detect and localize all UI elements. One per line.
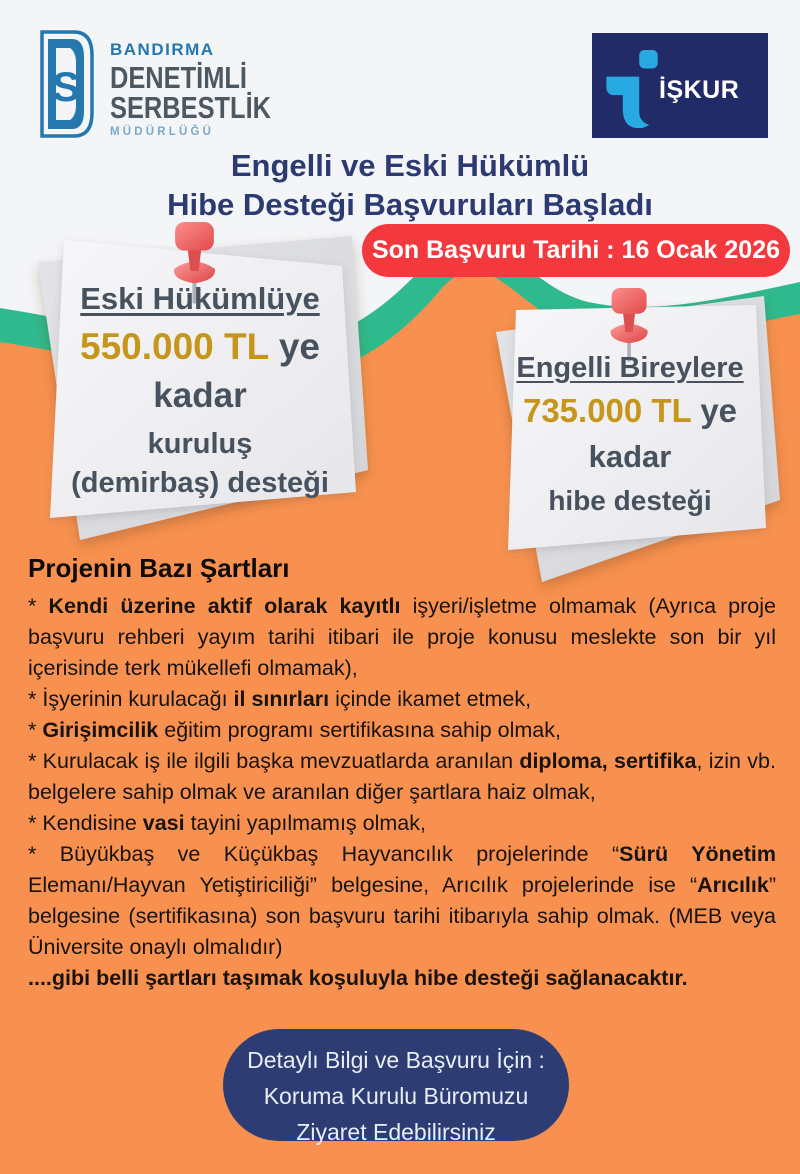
deadline-banner: Son Başvuru Tarihi : 16 Ocak 2026 xyxy=(362,224,790,277)
sticky-note-left-text xyxy=(42,281,358,500)
org-subtitle: MÜDÜRLÜĞÜ xyxy=(110,126,215,138)
terms-paragraphs xyxy=(28,591,776,994)
org-logo xyxy=(34,28,272,140)
note-right-line3: hibe desteği xyxy=(548,485,712,516)
terms-paragraph: ....gibi belli şartları taşımak koşuluyla hibe desteği sağlanacaktır. xyxy=(28,966,688,990)
note-right-line2: kadar xyxy=(588,439,672,474)
note-left-line4: (demirbaş) desteği xyxy=(71,467,329,499)
sticky-note-right-text xyxy=(484,352,776,517)
terms-paragraph: * Kurulacak iş ile ilgili başka mevzuatlarda aranılan diploma, sertifika, izin vb. belgelere sahip olmak ve aranılan diğer şartlara haiz olmak, xyxy=(28,749,776,804)
iskur-logo xyxy=(592,33,768,138)
org-city: BANDIRMA xyxy=(110,40,215,59)
note-right-title: Engelli Bireylere xyxy=(516,352,744,384)
monogram-letter: S xyxy=(51,63,81,110)
note-left-amount-line xyxy=(42,326,358,368)
note-left-title: Eski Hükümlüye xyxy=(80,281,320,316)
page-title xyxy=(20,146,800,224)
org-name-line1: DENETİMLİ xyxy=(110,60,247,95)
terms-section xyxy=(28,553,776,994)
terms-paragraph: * Kendi üzerine aktif olarak kayıtlı işyeri/işletme olmamak (Ayrıca proje başvuru rehberi yayım tarihi itibari ile proje konusu meslekte son bir yıl içerisinde terk mükellefi olmamak), xyxy=(28,594,776,680)
note-right-amount: 735.000 TL xyxy=(522,392,692,429)
footer-info-box xyxy=(223,1029,569,1145)
page-title-line2: Hibe Desteği Başvuruları Başladı xyxy=(167,187,653,222)
terms-paragraph: * Kendisine vasi tayini yapılmamış olmak, xyxy=(28,811,426,835)
note-left-line2: kadar xyxy=(153,376,247,415)
note-left-amount: 550.000 TL xyxy=(80,326,269,367)
page-title-line1: Engelli ve Eski Hükümlü xyxy=(230,148,590,183)
iskur-icon xyxy=(603,50,659,128)
iskur-wordmark: İŞKUR xyxy=(659,76,740,104)
terms-paragraph: * Girişimcilik eğitim programı sertifikasına sahip olmak, xyxy=(28,718,561,742)
note-left-amount-suffix: ye xyxy=(268,326,320,367)
footer-line1: Detaylı Bilgi ve Başvuru İçin : xyxy=(247,1047,545,1073)
note-right-amount-suffix: ye xyxy=(691,392,738,429)
org-name-line2: SERBESTLİK xyxy=(110,90,272,125)
note-left-line3: kuruluş xyxy=(147,428,253,460)
note-right-amount-line xyxy=(484,392,776,430)
terms-paragraph: * Büyükbaş ve Küçükbaş Hayvancılık projelerinde “Sürü Yönetim Elemanı/Hayvan Yetiştiriciliği” belgesine, Arıcılık projelerinde ise “Arıcılık” belgesine (sertifikasına) son başvuru tarihi itibarıyla sahip olmak. (MEB veya Üniversite onaylı olmalıdır) xyxy=(28,842,777,959)
org-name-block xyxy=(110,40,370,138)
ds-monogram-logo xyxy=(34,28,96,140)
terms-paragraph: * İşyerinin kurulacağı il sınırları içinde ikamet etmek, xyxy=(28,687,532,711)
footer-line3: Ziyaret Edebilirsiniz xyxy=(296,1119,496,1145)
terms-heading: Projenin Bazı Şartları xyxy=(28,553,290,583)
footer-line2: Koruma Kurulu Büromuzu xyxy=(263,1083,529,1109)
